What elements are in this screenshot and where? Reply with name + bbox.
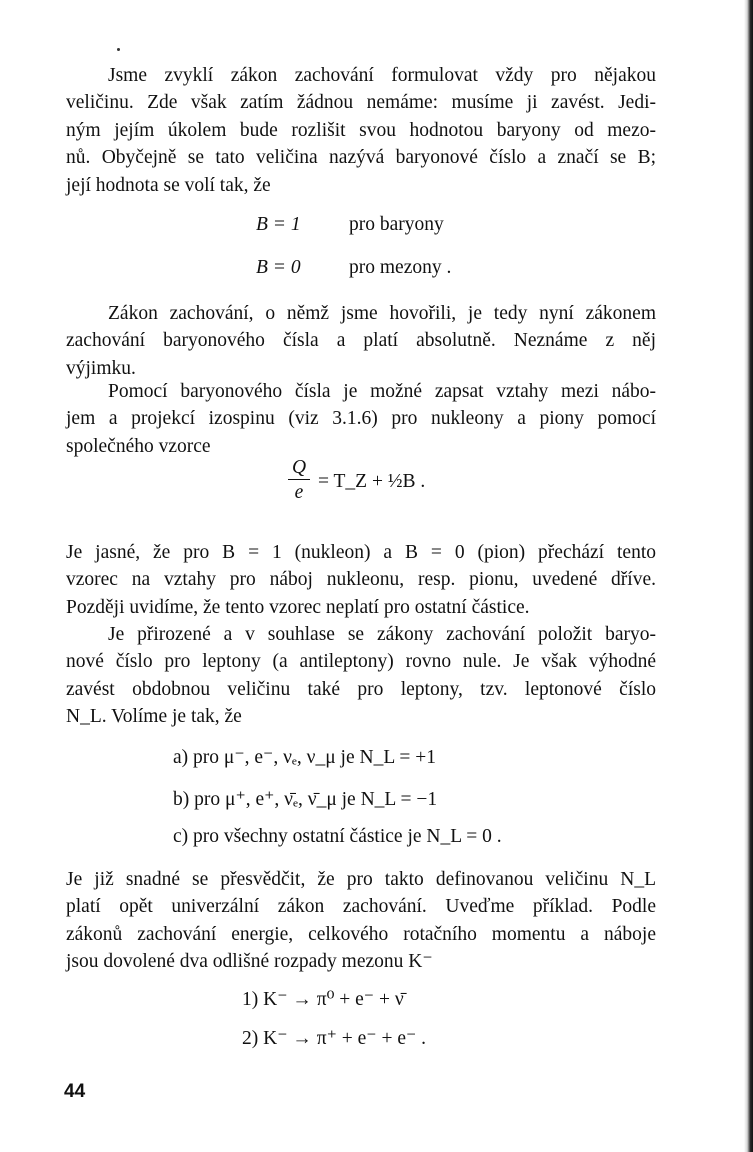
text-line: její hodnota se volí tak, že: [66, 174, 271, 196]
lepton-case-a: a) pro μ⁻, e⁻, νₑ, ν_μ je N_L = +1: [173, 747, 437, 768]
text-line: nové číslo pro leptony (a antileptony) rovno nule. Je však výhodné: [66, 651, 656, 673]
fraction-denominator: e: [294, 482, 304, 503]
text-line: vzorec na vztahy pro náboj nukleonu, resp. pionu, uvedené dříve.: [66, 569, 656, 591]
paragraph-3: [66, 378, 656, 460]
page-number: 44: [64, 1081, 86, 1102]
text-line: ným jejím úkolem bude rozlišit svou hodnotou baryony od mezo-: [66, 119, 656, 141]
text-line: Je již snadné se přesvědčit, že pro takto definovanou veličinu N_L: [66, 869, 656, 890]
equation-rhs: pro baryony: [349, 214, 444, 235]
lepton-case-c: c) pro všechny ostatní částice je N_L = 0 .: [173, 826, 502, 847]
text-line: jem a projekcí izospinu (viz 3.1.6) pro nukleony a piony pomocí: [66, 408, 656, 430]
decay-2: 2) K⁻ → π⁺ + e⁻ + e⁻ .: [242, 1028, 427, 1049]
text-line: Je jasné, že pro B = 1 (nukleon) a B = 0 (pion) přechází tento: [66, 542, 656, 563]
equation-rhs: pro mezony .: [349, 257, 452, 278]
text-line: N_L. Volíme je tak, že: [66, 706, 242, 728]
text-line: zavést obdobnou veličinu také pro leptony, tzv. leptonové číslo: [66, 678, 656, 700]
fraction-numerator: Q: [288, 458, 310, 480]
decay-1: 1) K⁻ → π⁰ + e⁻ + ν̄: [242, 989, 404, 1010]
text-line: Jsme zvyklí zákon zachování formulovat vždy pro nějakou: [108, 65, 656, 86]
print-speck: [117, 48, 120, 51]
text-line: Zákon zachování, o němž jsme hovořili, je tedy nyní zákonem: [108, 303, 656, 324]
charge-formula-rhs: = T_Z + ½B .: [318, 471, 426, 492]
equation-lhs: B = 0: [256, 257, 301, 278]
text-line: zákonů zachování energie, celkového rotačního momentu a náboje: [66, 923, 656, 945]
text-line: Je přirozené a v souhlase se zákony zachování položit baryo-: [108, 624, 656, 645]
text-line: nů. Obyčejně se tato veličina nazývá baryonové číslo a značí se B;: [66, 147, 656, 169]
lepton-case-b: b) pro μ⁺, e⁺, ν̄ₑ, ν̄_μ je N_L = −1: [173, 789, 438, 810]
charge-fraction: [288, 458, 310, 506]
text-line: společného vzorce: [66, 435, 211, 457]
text-line: zachování baryonového čísla a platí absolutně. Neznáme z něj: [66, 330, 656, 352]
paragraph-4: [66, 539, 656, 621]
equation-lhs: B = 1: [256, 214, 301, 235]
page-edge-shadow: [744, 0, 753, 1152]
text-line: výjimku.: [66, 357, 136, 379]
paragraph-1: [66, 62, 656, 199]
text-line: Později uvidíme, že tento vzorec neplatí pro ostatní částice.: [66, 596, 530, 618]
text-line: platí opět univerzální zákon zachování. Uveďme příklad. Podle: [66, 896, 656, 918]
text-line: veličinu. Zde však zatím žádnou nemáme: musíme ji zavést. Jedi-: [66, 92, 656, 114]
paragraph-6: [66, 866, 656, 976]
text-line: Pomocí baryonového čísla je možné zapsat vztahy mezi nábo-: [108, 381, 656, 402]
paragraph-2: [66, 300, 656, 382]
paragraph-5: [66, 621, 656, 731]
text-line: jsou dovolené dva odlišné rozpady mezonu K⁻: [66, 951, 433, 973]
